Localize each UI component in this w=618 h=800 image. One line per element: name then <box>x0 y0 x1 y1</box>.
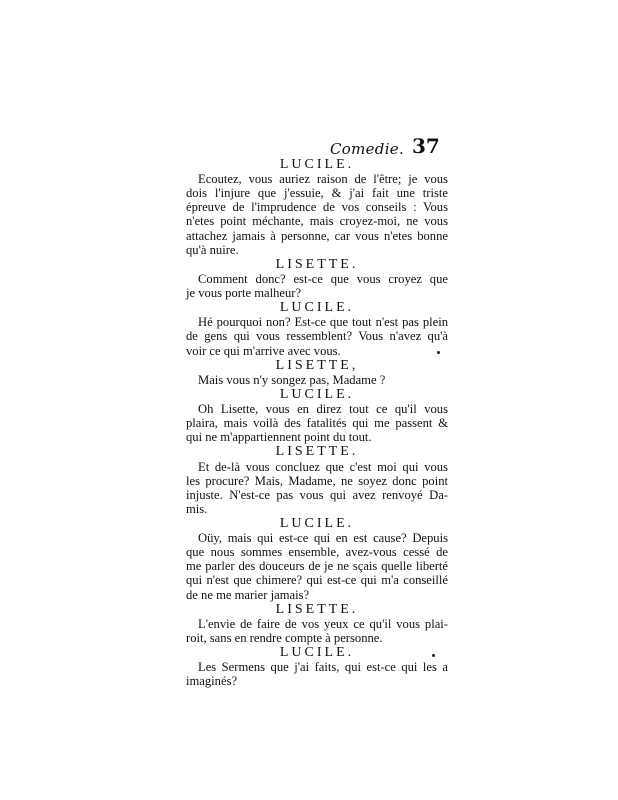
speech-paragraph <box>186 660 448 688</box>
text-line: voir ce qui m'arrive avec vous. <box>186 343 341 358</box>
text-line: roit, sans en rendre compte à personne. <box>186 630 383 645</box>
text-line: L'envie de faire de vos yeux ce qu'il vous plai- <box>198 616 448 631</box>
speaker-name: LISETTE, <box>275 357 359 373</box>
text-line: Et de-là vous concluez que c'est moi qui vous <box>198 459 448 474</box>
text-line: que nous sommes ensemble, avez-vous cessé de <box>186 545 448 560</box>
text-line: Les Sermens que j'ai faits, qui est-ce qui les a <box>198 660 448 675</box>
text-line: je vous porte malheur? <box>186 286 302 301</box>
text-line: épreuve de l'imprudence de vos conseils : Vous <box>186 200 448 215</box>
text-line: Oüy, mais qui est-ce qui en est cause? Depuis <box>198 531 448 546</box>
text-line: de gens qui vous ressemblent? Vous n'avez qu'à <box>186 329 448 344</box>
text-line: plaira, mais voilà des fatalités qui me passent & <box>186 416 448 431</box>
speaker-name: LUCILE. <box>279 386 355 402</box>
text-line: injuste. N'est-ce pas vous qui avez renvoyé Da- <box>186 487 448 502</box>
text-line: Mais vous n'y songez pas, Madame ? <box>198 372 386 387</box>
speaker-name: LISETTE. <box>275 601 359 617</box>
text-line: de ne me marier jamais? <box>186 587 310 602</box>
text-line: imaginés? <box>186 674 238 689</box>
page-header <box>150 134 446 158</box>
speech-paragraph <box>186 402 448 444</box>
text-line: les procure? Mais, Madame, ne soyez donc point <box>186 473 448 488</box>
running-title: Comedie. <box>330 140 405 158</box>
text-line: qu'à nuire. <box>186 242 239 257</box>
text-line: Ecoutez, vous auriez raison de l'être; je vous <box>198 172 448 187</box>
speech-paragraph <box>186 172 448 257</box>
dialogue-text <box>186 157 448 688</box>
speaker-name: LUCILE. <box>279 300 355 316</box>
speech-paragraph <box>186 617 448 645</box>
text-line: dois l'injure que j'essuie, & j'ai fait une triste <box>186 186 448 201</box>
text-line: qui n'est que chimere? qui est-ce qui m'a conseillé <box>186 573 448 588</box>
speaker-name: LISETTE. <box>275 444 359 460</box>
speech-paragraph <box>186 315 448 357</box>
speech-paragraph <box>186 373 448 387</box>
print-speck <box>432 654 435 657</box>
text-line: Oh Lisette, vous en direz tout ce qu'il vous <box>198 402 448 417</box>
print-speck <box>437 351 440 354</box>
speaker-name: LUCILE. <box>279 516 355 531</box>
text-line: qui ne m'appartiennent point du tout. <box>186 430 372 445</box>
speaker-name: LUCILE. <box>279 645 355 661</box>
speech-paragraph <box>186 460 448 516</box>
text-line: me parler des douceurs de je ne sçais quelle liberté <box>186 559 448 574</box>
page-number: 37 <box>412 134 440 158</box>
text-line: Hé pourquoi non? Est-ce que tout n'est pas plein <box>198 315 448 330</box>
speaker-name: LISETTE. <box>275 256 359 272</box>
text-line: n'etes point méchante, mais croyez-moi, ne vous <box>186 214 448 229</box>
speaker-name: LUCILE. <box>279 157 355 172</box>
text-line: Comment donc? est-ce que vous croyez que <box>198 271 448 286</box>
speech-paragraph <box>186 272 448 300</box>
text-line: mis. <box>186 501 208 516</box>
speech-paragraph <box>186 531 448 601</box>
text-line: attachez jamais à personne, car vous n'etes bonne <box>186 228 448 243</box>
